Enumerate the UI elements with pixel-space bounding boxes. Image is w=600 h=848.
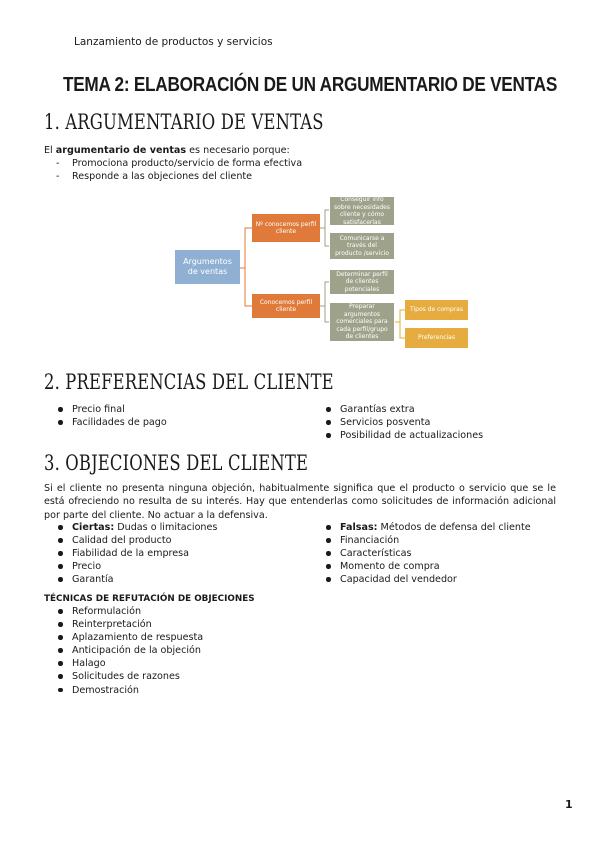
mindmap-sub-preferences: Preferencias <box>405 328 468 348</box>
mindmap-sub-purchase-types: Tipos de compras <box>405 300 468 320</box>
techniques-list <box>56 605 203 697</box>
mindmap-branch-unknown-profile: Nº conocemos perfil cliente <box>252 214 320 242</box>
list-item: Financiación <box>324 534 531 547</box>
list-item: Reinterpretación <box>56 618 203 631</box>
mindmap-branch-known-profile: Conocemos perfil cliente <box>252 294 320 318</box>
list-item: Precio <box>56 560 217 573</box>
mindmap-leaf-prepare-arguments: Preparar argumentos comerciales para cada perfil/grupo de clientes <box>329 302 395 342</box>
list-item-falsas <box>324 521 531 534</box>
ciertas-text: Dudas o limitaciones <box>114 522 218 533</box>
page-header: Lanzamiento de productos y servicios <box>74 36 273 48</box>
list-item: Servicios posventa <box>324 416 483 429</box>
ciertas-label: Ciertas: <box>72 522 115 533</box>
mindmap-leaf-needs-info: Conseguir info sobre necesidades cliente y cómo satisfacerlas <box>329 196 395 226</box>
preferences-list-right <box>324 403 483 442</box>
list-item: Precio final <box>56 403 167 416</box>
false-objections-list <box>324 521 531 586</box>
techniques-heading: TÉCNICAS DE REFUTACIÓN DE OBJECIONES <box>44 594 255 604</box>
falsas-label: Falsas: <box>340 522 378 533</box>
list-item: Garantías extra <box>324 403 483 416</box>
falsas-text: Métodos de defensa del cliente <box>377 522 531 533</box>
true-objections-list <box>56 521 217 586</box>
intro-prefix: El <box>44 145 56 156</box>
list-item: Momento de compra <box>324 560 531 573</box>
list-item: Halago <box>56 657 203 670</box>
list-item: - Responde a las objeciones del cliente <box>44 170 302 183</box>
mindmap-leaf-communicate: Comunicarse a través del producto /servicio <box>329 232 395 260</box>
list-item: Características <box>324 547 531 560</box>
section-heading-preferencias: 2. PREFERENCIAS DEL CLIENTE <box>44 370 334 394</box>
list-item: Posibilidad de actualizaciones <box>324 429 483 442</box>
list-item: - Promociona producto/servicio de forma efectiva <box>44 157 302 170</box>
list-item: Reformulación <box>56 605 203 618</box>
list-item: Aplazamiento de respuesta <box>56 631 203 644</box>
page-title: TEMA 2: ELABORACIÓN DE UN ARGUMENTARIO DE VENTAS <box>62 74 558 96</box>
list-item: Capacidad del vendedor <box>324 573 531 586</box>
mindmap-root: Argumentos de ventas <box>175 250 240 284</box>
list-item: Anticipación de la objeción <box>56 644 203 657</box>
intro-bold-term: argumentario de ventas <box>55 145 187 156</box>
list-item: Facilidades de pago <box>56 416 167 429</box>
section-heading-argumentario: 1. ARGUMENTARIO DE VENTAS <box>44 110 324 134</box>
list-item: Demostración <box>56 684 203 697</box>
mindmap-leaf-potential-clients: Determinar perfil de clientes potenciales <box>329 269 395 295</box>
section-heading-objeciones: 3. OBJECIONES DEL CLIENTE <box>44 451 309 475</box>
list-item: Fiabilidad de la empresa <box>56 547 217 560</box>
preferences-list-left <box>56 403 167 429</box>
list-item: Solicitudes de razones <box>56 670 203 683</box>
list-item-ciertas <box>56 521 217 534</box>
list-item: Calidad del producto <box>56 534 217 547</box>
objections-paragraph: Si el cliente no presenta ninguna objeción, habitualmente significa que el producto o servicio que se le está ofreciendo no resulta de su interés. Hay que entenderlas como solicitudes de información adicional por parte del cliente. No actuar a la defensiva. <box>44 483 556 521</box>
intro-suffix: es necesario porque: <box>186 145 290 156</box>
page-number: 1 <box>565 798 573 811</box>
list-item: Garantía <box>56 573 217 586</box>
